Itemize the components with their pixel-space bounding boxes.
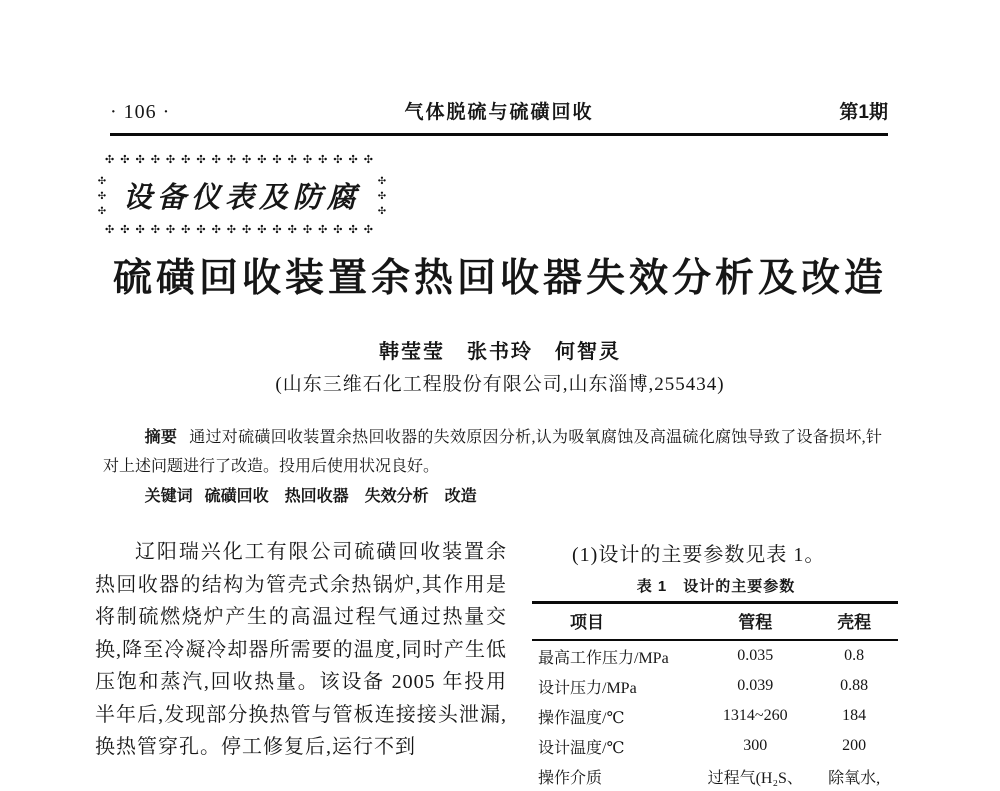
abstract-label: 摘要 [144,429,178,446]
col-header-tube-side: 管程 [700,603,810,641]
table-row [532,731,898,761]
table-row [532,671,898,701]
body-paragraph: 辽阳瑞兴化工有限公司硫磺回收装置余热回收器的结构为管壳式余热锅炉,其作用是将制硫燃烧炉产生的高温过程气通过热量交换,降至冷凝冷却器所需要的温度,同时产生低压饱和蒸汽,回收热量。该设备 2005 年投用半年后,发现部分换热管与管板连接接头泄漏,换热管穿孔。停工修复后,运行不到 [95,541,507,758]
col-header-item: 项目 [532,603,700,641]
keywords-line [103,482,882,511]
tube-value: 1314~260 [722,707,788,724]
issue-number: 第1期 [839,102,888,123]
tube-value: 0.035 [737,647,774,664]
table-caption: 表 1 设计的主要参数 [636,578,796,595]
row-label: 设计温度/℃ [538,739,625,757]
abstract-text: 通过对硫磺回收装置余热回收器的失效原因分析,认为吸氧腐蚀及高温硫化腐蚀导致了设备损坏,针对上述问题进行了改造。投用后使用状况良好。 [103,429,882,475]
table-row [532,701,898,731]
col-header-shell-side: 壳程 [810,603,898,641]
design-parameters-table [532,601,898,791]
tube-value: 0.039 [737,677,774,694]
row-label: 操作温度/℃ [538,709,625,727]
article-title: 硫磺回收装置余热回收器失效分析及改造 [112,257,887,300]
body-left-column [95,536,507,764]
abstract-paragraph [103,423,882,481]
table-row [532,761,898,791]
page-number: · 106 · [110,101,171,123]
tube-value: 过程气(H₂S、 [707,769,803,787]
table-row [532,640,898,671]
running-head [110,97,888,136]
shell-value: 0.8 [844,647,865,664]
tube-value: 300 [743,737,768,754]
stamp-border-bottom: ✣✣✣✣✣✣✣✣✣✣✣✣✣✣✣✣✣✣ [105,224,379,236]
journal-title: 气体脱硫与硫磺回收 [404,102,594,123]
body-right-column [532,538,900,791]
section-label: 设备仪表及防腐 [122,182,361,214]
stamp-border-top: ✣✣✣✣✣✣✣✣✣✣✣✣✣✣✣✣✣✣ [105,154,379,166]
row-label: 最高工作压力/MPa [538,649,669,667]
table-intro-line: (1)设计的主要参数见表 1。 [572,544,826,566]
shell-value: 0.88 [840,677,869,694]
row-label: 设计压力/MPa [538,679,637,697]
authors-line: 韩莹莹 张书玲 何智灵 [379,341,621,363]
column-section-stamp [94,155,390,237]
shell-value: 除氧水, [828,769,881,787]
stamp-border-right: ✣ ✣ ✣ [377,175,387,217]
keywords-text: 硫磺回收 热回收器 失效分析 改造 [204,488,477,505]
abstract-block [103,423,882,511]
keywords-label: 关键词 [144,488,193,505]
shell-value: 200 [842,737,867,754]
row-label: 操作介质 [538,769,603,787]
shell-value: 184 [842,707,867,724]
table-header-row [532,603,898,641]
affiliation-line: (山东三维石化工程股份有限公司,山东淄博,255434) [275,374,725,395]
stamp-middle [94,167,390,225]
stamp-border-left: ✣ ✣ ✣ [97,175,107,217]
